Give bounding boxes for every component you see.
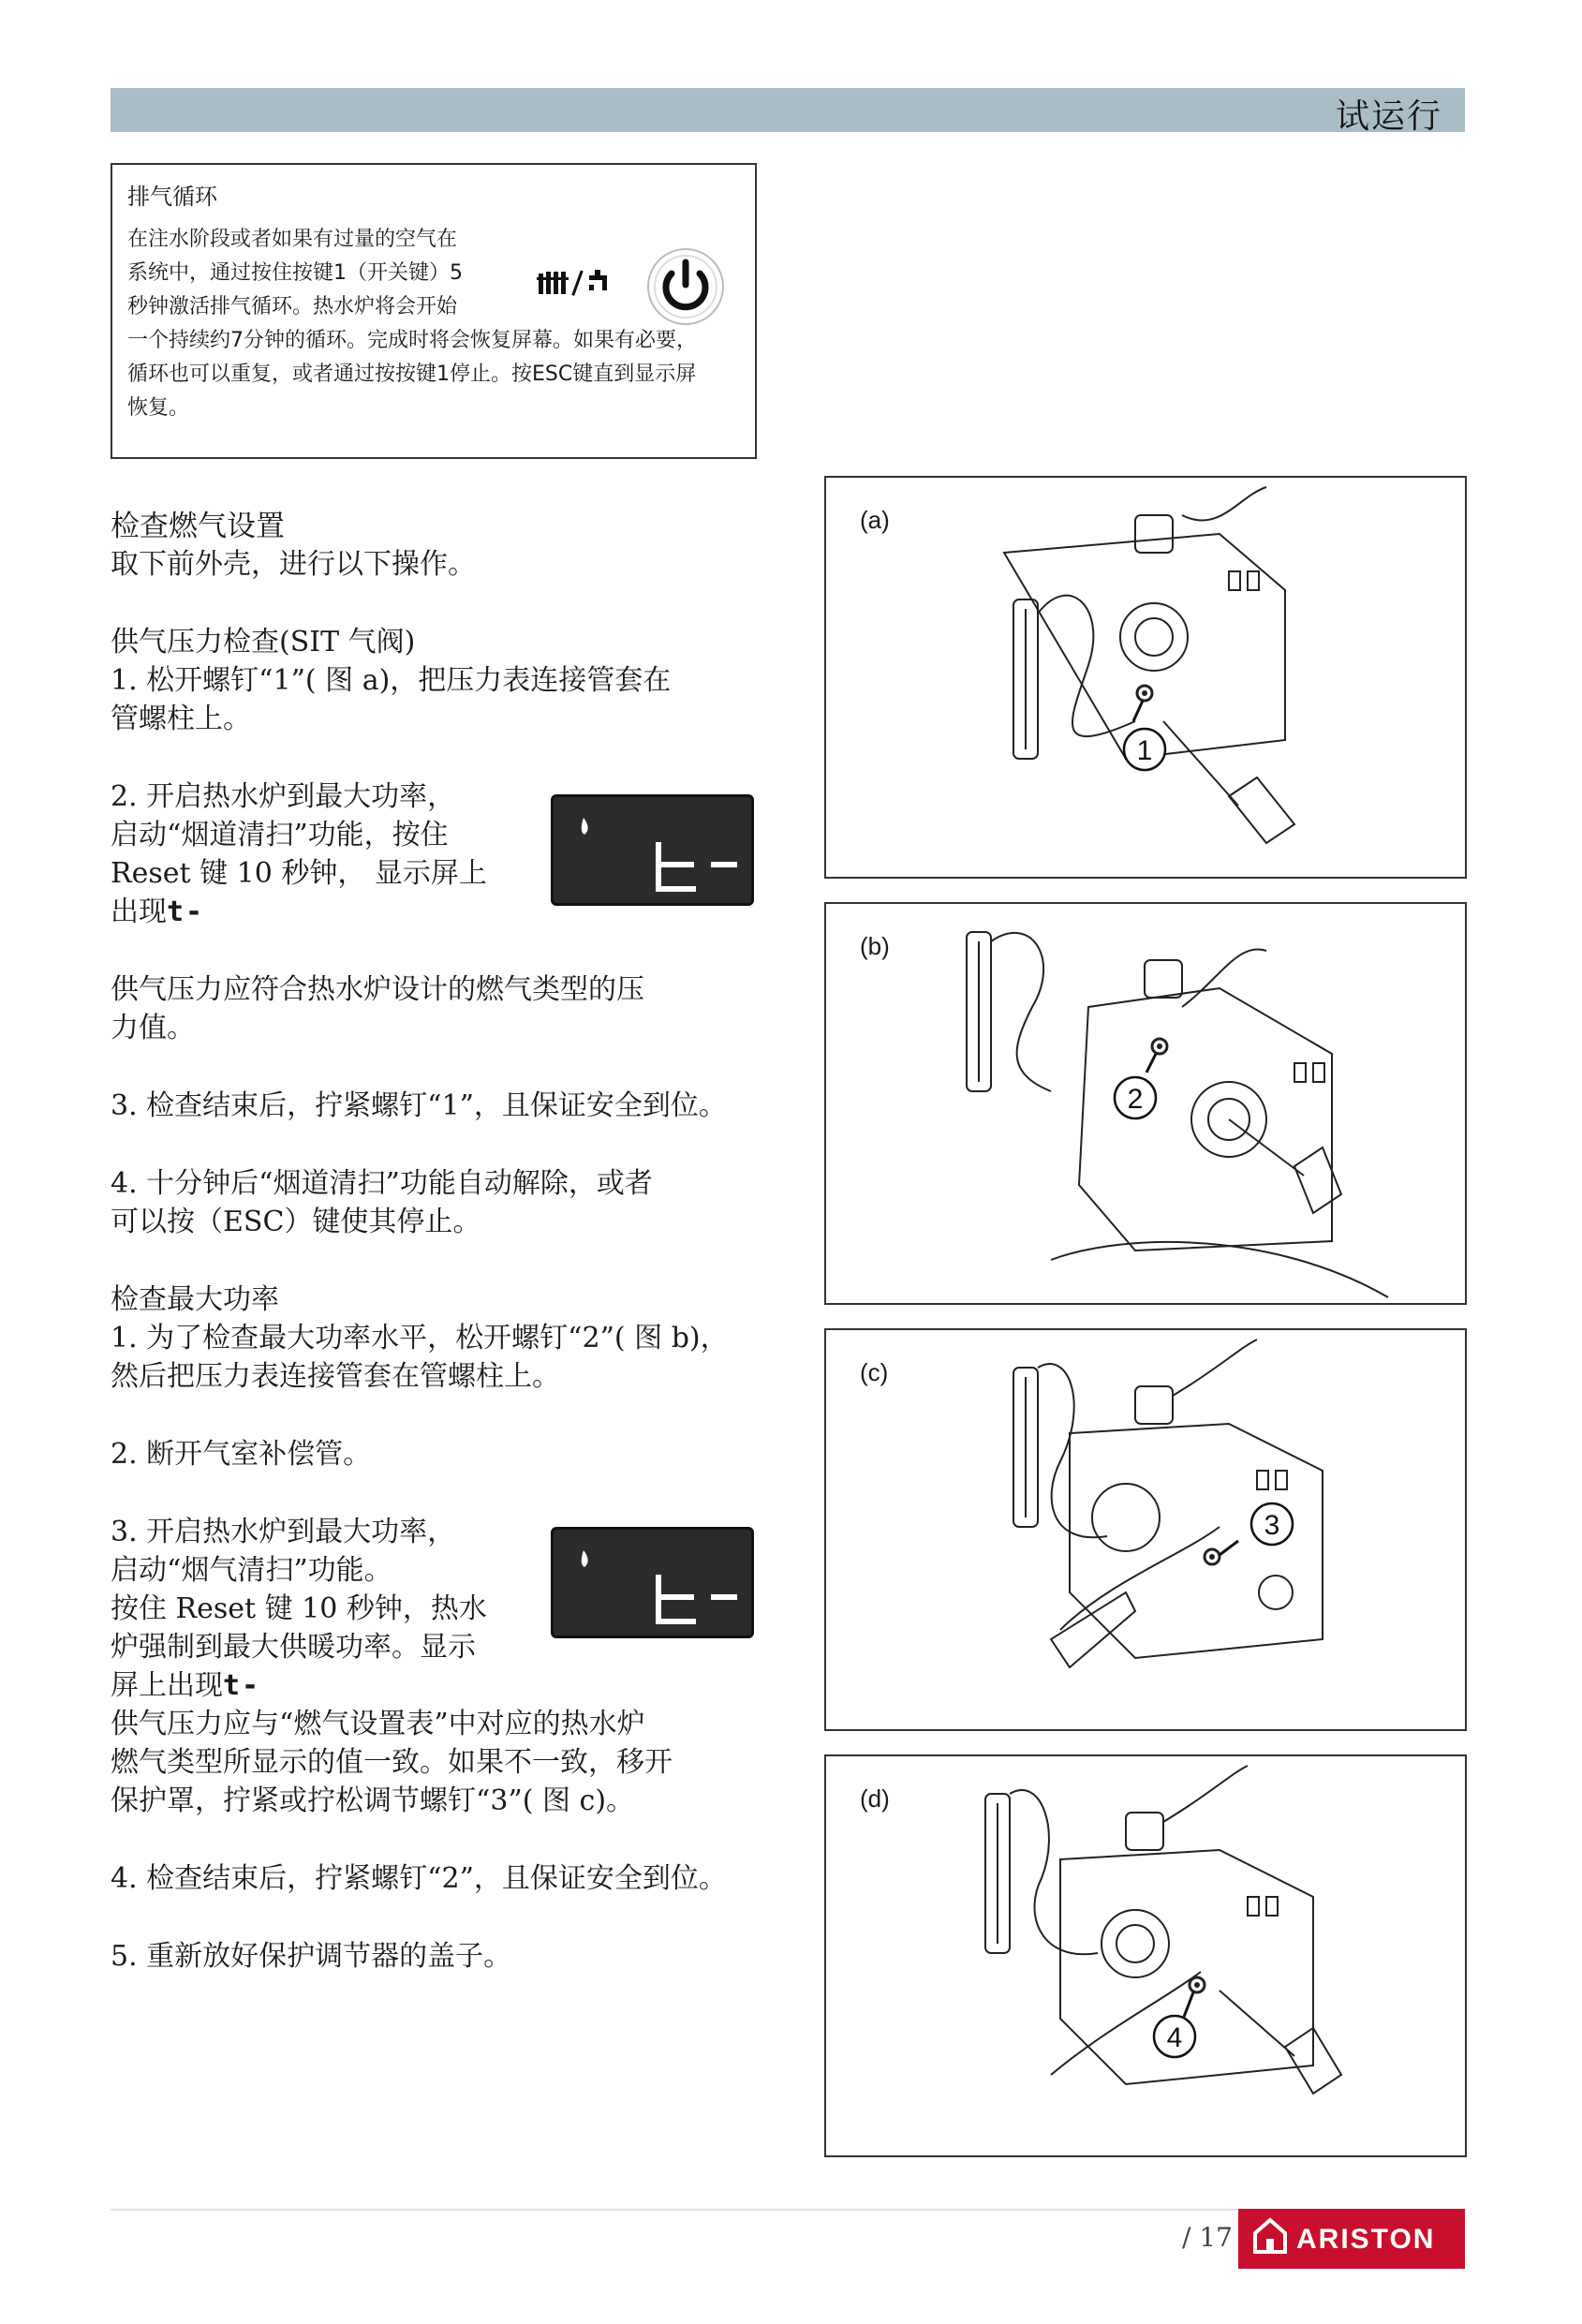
figure-d bbox=[824, 1754, 1467, 2157]
note-text: 供气压力应符合热水炉设计的燃气类型的压 bbox=[111, 973, 644, 1006]
step-text: 3. 开启热水炉到最大功率， bbox=[111, 1516, 456, 1548]
gas-valve-illustration bbox=[826, 1756, 1469, 2159]
max-power-title: 检查最大功率 bbox=[111, 1283, 279, 1316]
figure-label: (c) bbox=[860, 1358, 889, 1386]
step-text: 4. 十分钟后“烟道清扫”功能自动解除，或者 bbox=[111, 1167, 653, 1200]
callout-number: 4 bbox=[1166, 2022, 1183, 2053]
figure-label: (a) bbox=[860, 506, 890, 534]
step-text: 然后把压力表连接管套在管螺柱上。 bbox=[111, 1360, 560, 1393]
boiler-display bbox=[551, 794, 754, 906]
step-text: 2. 断开气室补偿管。 bbox=[111, 1438, 372, 1471]
step-text-part: 屏上出现 bbox=[111, 1669, 223, 1702]
note-text: 保护罩，拧紧或拧松调节螺钉“3”( 图 c)。 bbox=[111, 1784, 635, 1817]
gas-valve-illustration bbox=[826, 904, 1469, 1307]
figure-label: (d) bbox=[860, 1784, 890, 1813]
purge-line: 循环也可以重复，或者通过按按键1停止。按ESC键直到显示屏 bbox=[127, 363, 697, 386]
display-code: t- bbox=[167, 896, 205, 928]
step-text: 启动“烟气清扫”功能。 bbox=[111, 1554, 392, 1587]
step-text-part: 出现 bbox=[111, 896, 167, 928]
brand-name: ARISTON bbox=[1296, 2224, 1436, 2255]
purge-line: 秒钟激活排气循环。热水炉将会开始 bbox=[127, 295, 458, 318]
power-button-icon bbox=[648, 249, 723, 324]
callout-number: 1 bbox=[1136, 735, 1153, 766]
step-text: 启动“烟道清扫”功能，按住 bbox=[111, 819, 449, 851]
gas-valve-illustration bbox=[826, 1330, 1469, 1733]
step-text: 1. 松开螺钉“1”( 图 a)，把压力表连接管套在 bbox=[111, 664, 672, 697]
step-text: 按住 Reset 键 10 秒钟，热水 bbox=[111, 1592, 487, 1625]
flame-icon bbox=[582, 1550, 588, 1567]
step-text: 管螺柱上。 bbox=[111, 703, 251, 735]
callout-number: 3 bbox=[1264, 1510, 1280, 1541]
display-code-glyph bbox=[658, 1575, 737, 1621]
radiator-tap-icon bbox=[529, 240, 735, 333]
purge-cycle-title: 排气循环 bbox=[127, 184, 217, 210]
callout-number: 2 bbox=[1127, 1084, 1144, 1115]
step-text: 4. 检查结束后，拧紧螺钉“2”，且保证安全到位。 bbox=[111, 1862, 727, 1895]
step-text: 可以按（ESC）键使其停止。 bbox=[111, 1206, 481, 1238]
purge-line: 一个持续约7分钟的循环。完成时将会恢复屏幕。如果有必要， bbox=[127, 329, 697, 352]
section-header-bar bbox=[111, 88, 1465, 136]
note-text: 力值。 bbox=[111, 1012, 195, 1044]
display-screen-graphic bbox=[554, 797, 757, 909]
step-text: 炉强制到最大供暖功率。显示 bbox=[111, 1631, 476, 1664]
purge-icons bbox=[529, 240, 735, 333]
brand-logo bbox=[1238, 2209, 1465, 2269]
flame-icon bbox=[582, 818, 588, 835]
purge-cycle-box bbox=[111, 163, 757, 459]
step-text: 5. 重新放好保护调节器的盖子。 bbox=[111, 1940, 512, 1973]
step-text: Reset 键 10 秒钟， 显示屏上 bbox=[111, 857, 487, 890]
figure-c bbox=[824, 1328, 1467, 1731]
step-text bbox=[111, 893, 204, 931]
figure-label: (b) bbox=[860, 932, 890, 960]
step-text: 1. 为了检查最大功率水平，松开螺钉“2”( 图 b)， bbox=[111, 1322, 729, 1354]
step-text: 2. 开启热水炉到最大功率， bbox=[111, 780, 456, 813]
house-icon bbox=[1246, 2209, 1298, 2269]
figure-a bbox=[824, 476, 1467, 879]
gas-check-intro: 取下前外壳，进行以下操作。 bbox=[111, 548, 476, 581]
gas-valve-illustration bbox=[826, 478, 1469, 881]
gas-check-heading: 检查燃气设置 bbox=[111, 510, 285, 543]
page-number: / 17 bbox=[1182, 2222, 1233, 2253]
purge-line: 在注水阶段或者如果有过量的空气在 bbox=[127, 228, 458, 251]
note-text: 燃气类型所显示的值一致。如果不一致，移开 bbox=[111, 1746, 673, 1779]
display-code-glyph bbox=[658, 842, 737, 889]
purge-line: 恢复。 bbox=[127, 396, 190, 420]
purge-line: 系统中，通过按住按键1（开关键）5 bbox=[127, 261, 463, 285]
supply-pressure-title: 供气压力检查(SIT 气阀) bbox=[111, 626, 416, 659]
step-text: 3. 检查结束后，拧紧螺钉“1”，且保证安全到位。 bbox=[111, 1089, 727, 1122]
display-screen-graphic bbox=[554, 1530, 757, 1641]
figure-b bbox=[824, 902, 1467, 1305]
display-code: t- bbox=[223, 1669, 261, 1702]
step-text bbox=[111, 1666, 260, 1705]
boiler-display bbox=[551, 1527, 754, 1638]
note-text: 供气压力应与“燃气设置表”中对应的热水炉 bbox=[111, 1708, 645, 1740]
section-title: 试运行 bbox=[1335, 97, 1442, 136]
